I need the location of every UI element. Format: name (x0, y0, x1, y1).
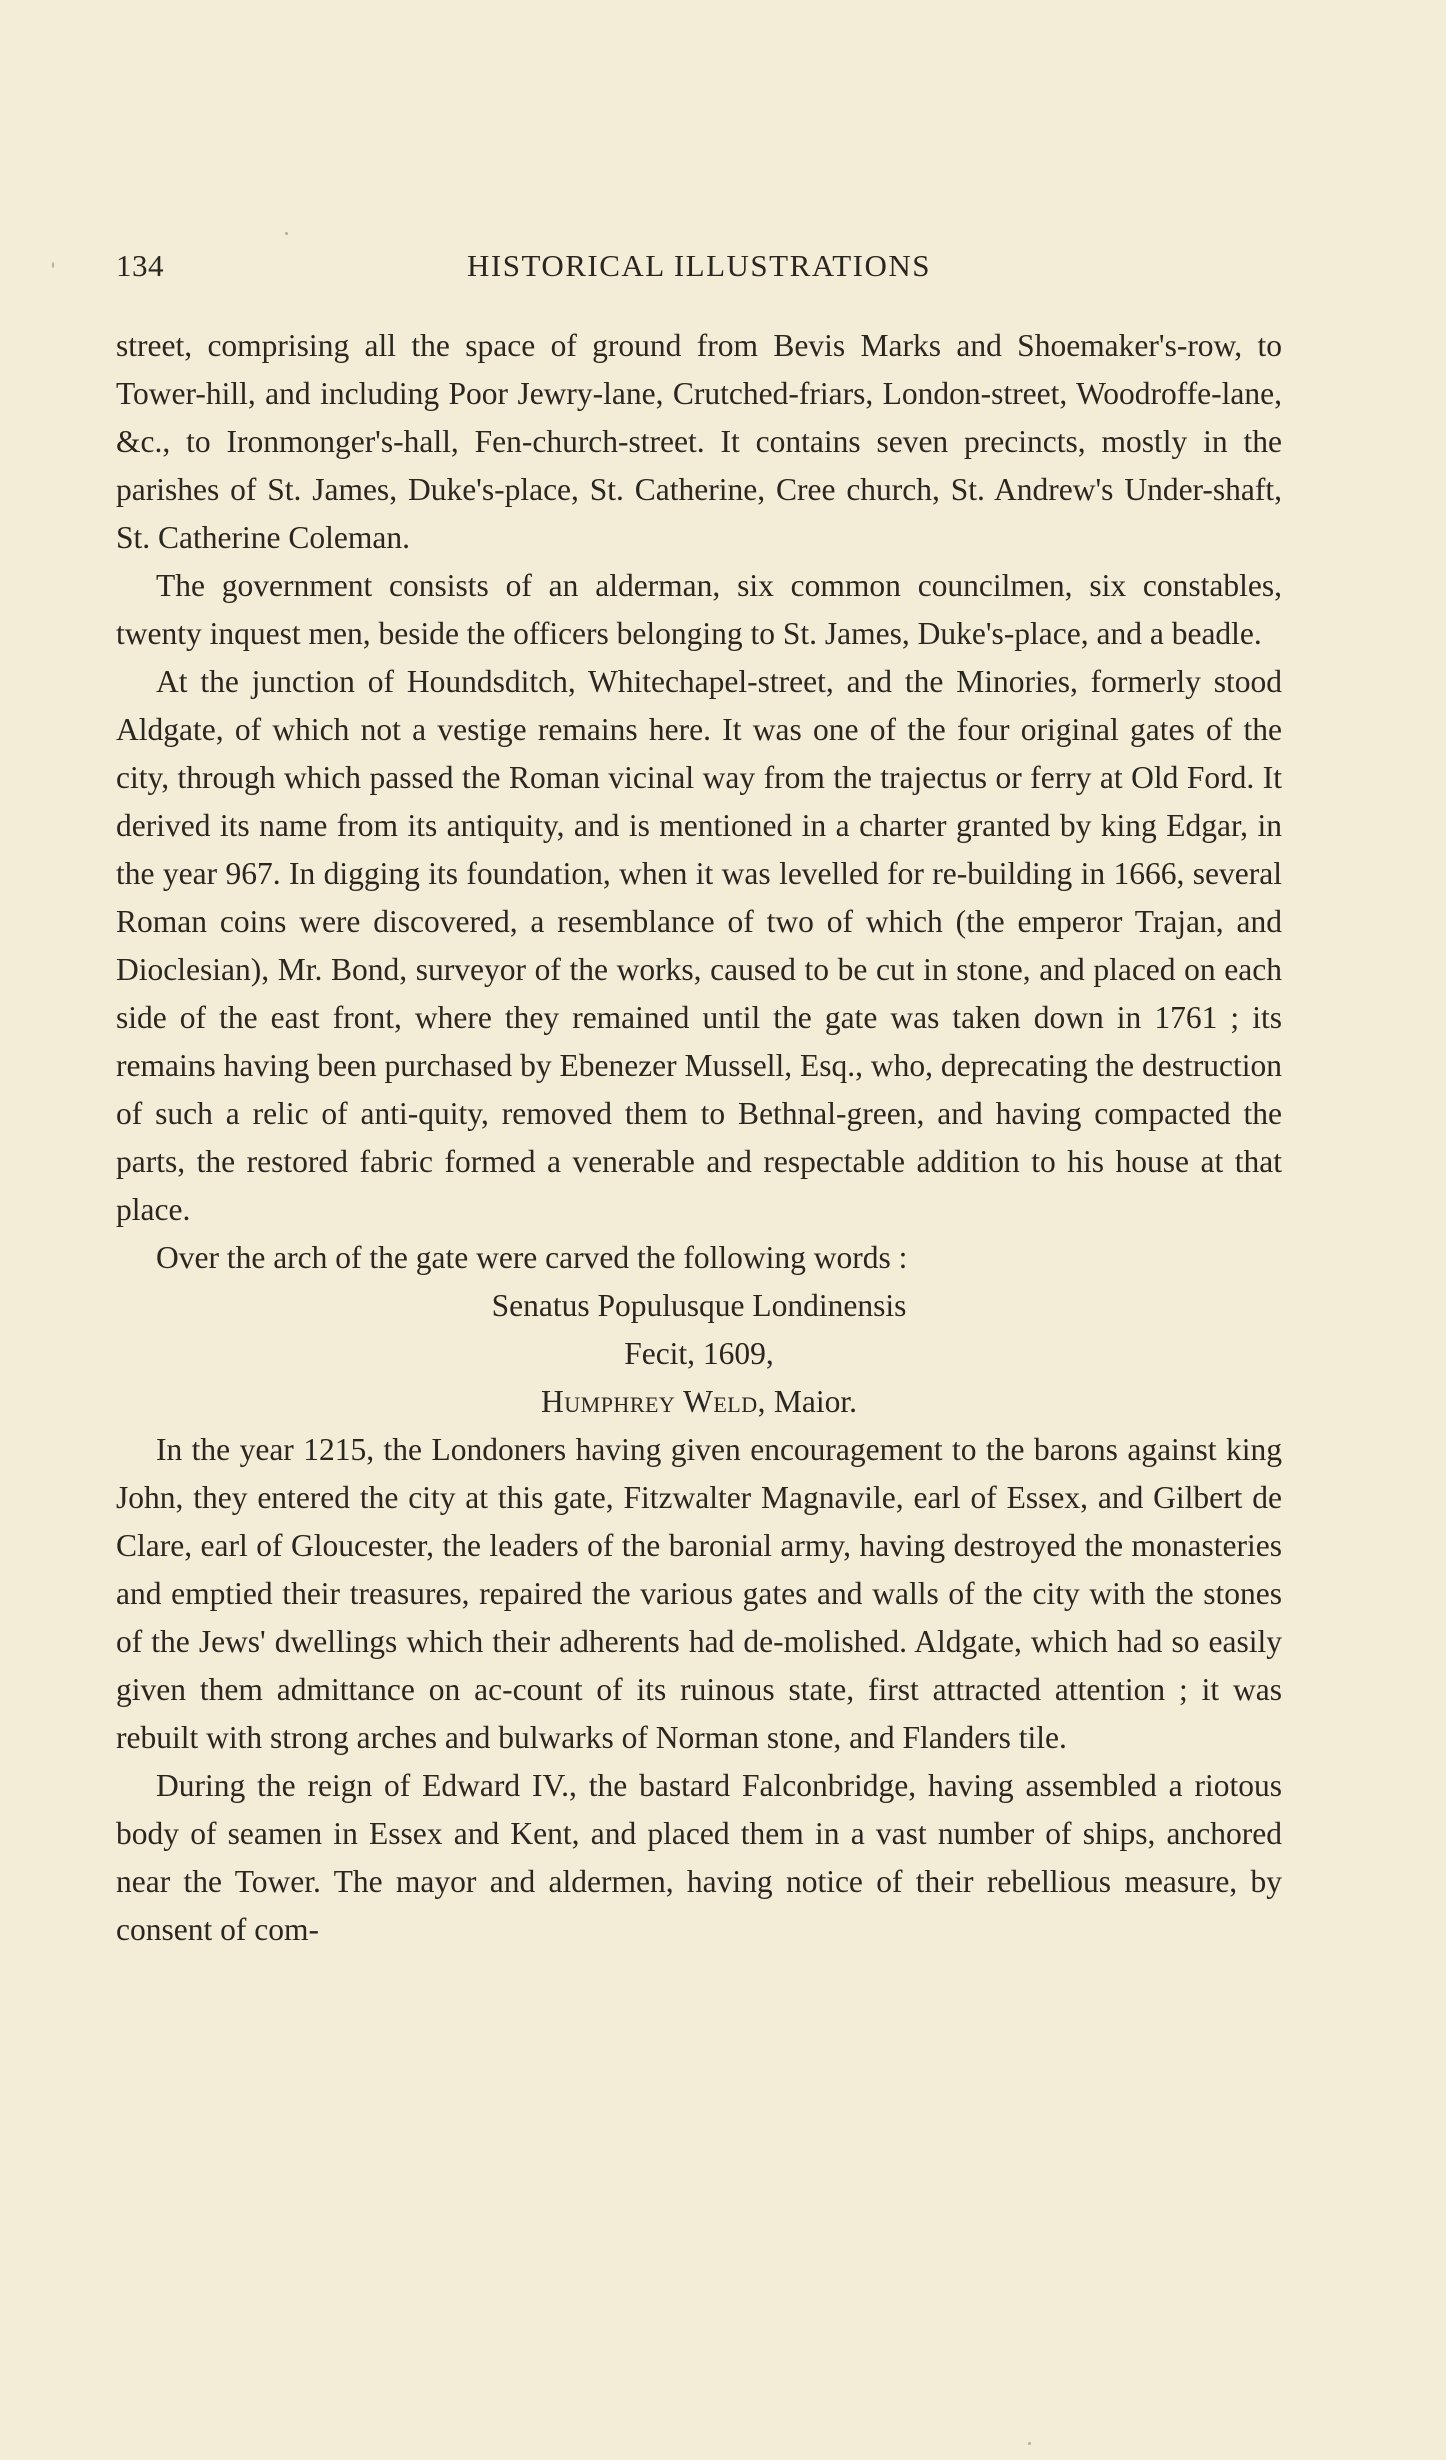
paper-speck (52, 262, 54, 268)
inscription-title: Maior. (773, 1384, 857, 1419)
running-head: HISTORICAL ILLUSTRATIONS (467, 248, 931, 283)
page-header (116, 248, 1282, 288)
paper-speck (285, 232, 288, 235)
paragraph: In the year 1215, the Londoners having given encouragement to the barons against king John, they entered the city at this gate, Fitzwalter Magnavile, earl of Essex, and Gilbert de Clare, earl of Gloucester, the leaders of the baronial army, having destroyed the monasteries and emptied their treasures, repaired the various gates and walls of the city with the stones of the Jews' dwellings which their adherents had de-molished. Aldgate, which had so easily given them admittance on ac-count of its ruinous state, first attracted attention ; it was rebuilt with strong arches and bulwarks of Norman stone, and Flanders tile. (116, 1432, 1282, 1755)
paragraph: At the junction of Houndsditch, Whitechapel-street, and the Minories, formerly stood Aldgate, of which not a vestige remains here. It was one of the four original gates of the city, through which passed the Roman vicinal way from the trajectus or ferry at Old Ford. It derived its name from its antiquity, and is mentioned in a charter granted by king Edgar, in the year 967. In digging its foundation, when it was levelled for re-building in 1666, several Roman coins were discovered, a resemblance of two of which (the emperor Trajan, and Dioclesian), Mr. Bond, surveyor of the works, caused to be cut in stone, and placed on each side of the east front, where they remained until the gate was taken down in 1761 ; its remains having been purchased by Ebenezer Mussell, Esq., who, deprecating the destruction of such a relic of anti-quity, removed them to Bethnal-green, and having compacted the parts, the restored fabric formed a venerable and respectable addition to his house at that place. (116, 664, 1283, 1227)
paragraph: Over the arch of the gate were carved the following words : (156, 1240, 908, 1275)
page-number: 134 (116, 248, 164, 283)
inscription-line: Senatus Populusque Londinensis (491, 1288, 907, 1323)
inscription-line (116, 1378, 1282, 1426)
paragraph: The government consists of an alderman, six common councilmen, six constables, twenty inquest men, beside the officers belonging to St. James, Duke's-place, and a beadle. (116, 568, 1282, 651)
inscription-line: Fecit, 1609, (624, 1336, 774, 1371)
paragraph: street, comprising all the space of ground from Bevis Marks and Shoemaker's-row, to Tower-hill, and including Poor Jewry-lane, Crutched-friars, London-street, Woodroffe-lane, &c., to Ironmonger's-hall, Fen-church-street. It contains seven precincts, mostly in the parishes of St. James, Duke's-place, St. Catherine, Cree church, St. Andrew's Under-shaft, St. Catherine Coleman. (116, 328, 1282, 555)
gate-inscription (116, 1282, 1282, 1426)
inscription-name: Humphrey Weld, (541, 1384, 766, 1419)
paragraph: During the reign of Edward IV., the bastard Falconbridge, having assembled a riotous body of seamen in Essex and Kent, and placed them in a vast number of ships, anchored near the Tower. The mayor and aldermen, having notice of their rebellious measure, by consent of com- (116, 1768, 1282, 1947)
body-text (116, 322, 1282, 1954)
paper-speck (1028, 2442, 1031, 2445)
